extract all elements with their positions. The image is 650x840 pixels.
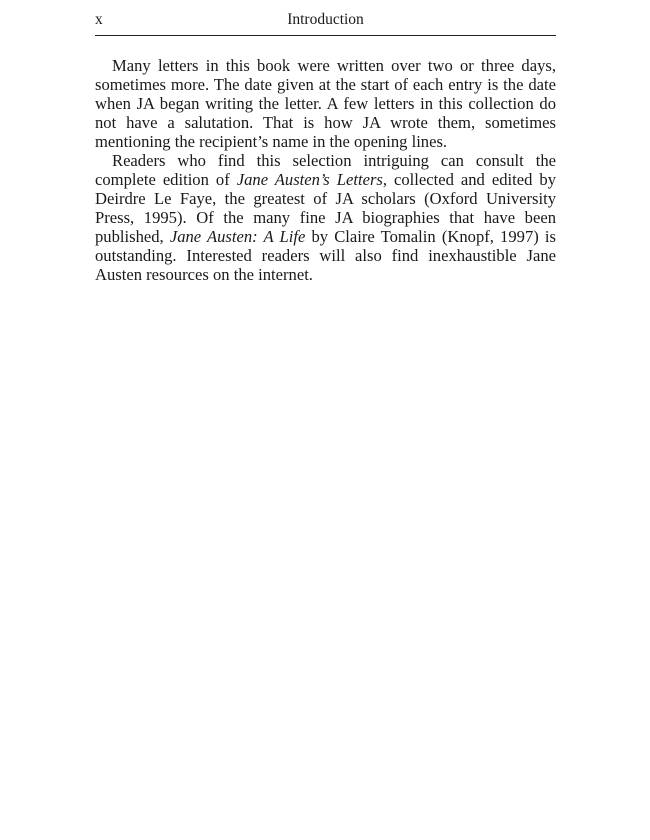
book-page xyxy=(95,0,556,284)
chapter-title: Introduction xyxy=(287,11,364,28)
paragraph-2-text-3: by Claire Tomalin (Knopf, 1997) is outstanding. Interested readers will also find inexhaustible Jane Austen resources on the internet. xyxy=(95,227,556,284)
paragraph-1: Many letters in this book were written over two or three days, sometimes more. The date given at the start of each entry is the date when JA began writing the letter. A few letters in this collection do not have a salutation. That is how JA wrote them, sometimes mentioning the recipient’s name in the opening lines. xyxy=(95,56,556,151)
running-header xyxy=(95,0,556,36)
paragraph-2-text-1: Readers who find this selection intriguing can consult the complete edition of xyxy=(95,151,556,189)
book-title-biography: Jane Austen: A Life xyxy=(169,227,306,246)
body-text xyxy=(95,56,556,284)
book-title-letters: Jane Austen’s Letters xyxy=(236,170,383,189)
paragraph-2-text-2: , collected and edited by Deirdre Le Faye, the greatest of JA scholars (Oxford University Press, 1995). Of the many fine JA biographies that have been published, xyxy=(95,170,556,246)
paragraph-2 xyxy=(95,151,556,284)
page-number: x xyxy=(95,11,103,28)
